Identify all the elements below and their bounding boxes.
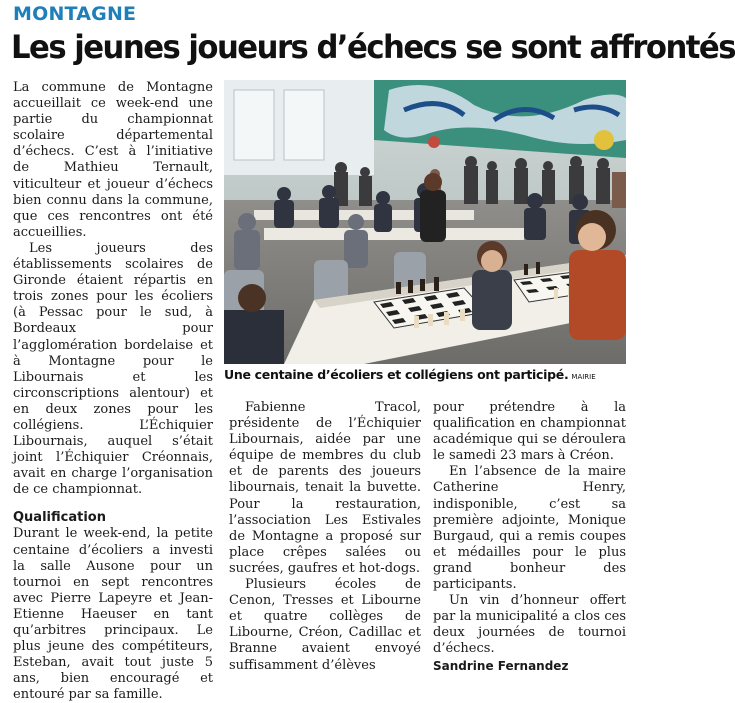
paragraph: Durant le week-end, la petite centaine d’écoliers a investi la salle Ausone pour un tournoi en sept rencontres avec Pierre Lapeyre et Jean-Etienne Haeuser en tant qu’arbitres principaux. Le plus jeune des compétiteurs, Esteban, avait tout juste 5 ans, bien encouragé et entouré par sa famille.	[13, 526, 213, 703]
article-column-2	[229, 400, 421, 674]
paragraph: En l’absence de la maire Catherine Henry, indisponible, c’est sa première adjointe, Monique Burgaud, qui a remis coupes et médailles pour le plus grand bonheur des participants.	[433, 464, 626, 593]
section-kicker: MONTAGNE	[13, 3, 137, 25]
chess-tournament-photo	[224, 80, 626, 364]
paragraph: pour prétendre à la qualification en championnat académique qui se déroulera le samedi 23 mars à Créon.	[433, 400, 626, 464]
paragraph: Plusieurs écoles de Cenon, Tresses et Libourne et quatre collèges de Libourne, Créon, Cadillac et Branne avaient envoyé suffisamment d’élèves	[229, 577, 421, 673]
article-headline: Les jeunes joueurs d’échecs se sont affrontés	[11, 28, 735, 66]
paragraph: Les joueurs des établissements scolaires de Gironde étaient répartis en trois zones pour les écoliers (à Pessac pour le sud, à Bordeaux pour l’agglomération bordelaise et à Montagne pour le Libournais et les circonscriptions alentour) et en deux zones pour les collégiens. L’Échiquier Libournais, auquel s’était joint l’Échiquier Créonnais, avait en charge l’organisation de ce championnat.	[13, 240, 213, 498]
photo-caption	[224, 367, 626, 382]
paragraph: La commune de Montagne accueillait ce week-end une partie du championnat scolaire départemental d’échecs. C’est à l’initiative de Mathieu Ternault, viticulteur et joueur d’échecs bien connu dans la commune, que ces rencontres ont été accueillies.	[13, 80, 213, 240]
caption-text: Une centaine d’écoliers et collégiens ont participé.	[224, 367, 569, 382]
paragraph: Fabienne Tracol, présidente de l’Échiquier Libournais, aidée par une équipe de membres du club et de parents des joueurs libournais, tenait la buvette. Pour la restauration, l’association Les Estivales de Montagne a proposé sur place crêpes salées ou sucrées, gaufres et hot-dogs.	[229, 400, 421, 576]
paragraph: Un vin d’honneur offert par la municipalité a clos ces deux journées de tournoi d’échecs.	[433, 593, 626, 657]
subheading: Qualification	[13, 510, 106, 526]
article-column-3	[433, 400, 626, 674]
photo-credit: MAIRIE	[571, 373, 596, 381]
article-byline: Sandrine Fernandez	[433, 658, 569, 673]
article-column-1	[13, 80, 213, 703]
article-photo	[224, 80, 626, 364]
